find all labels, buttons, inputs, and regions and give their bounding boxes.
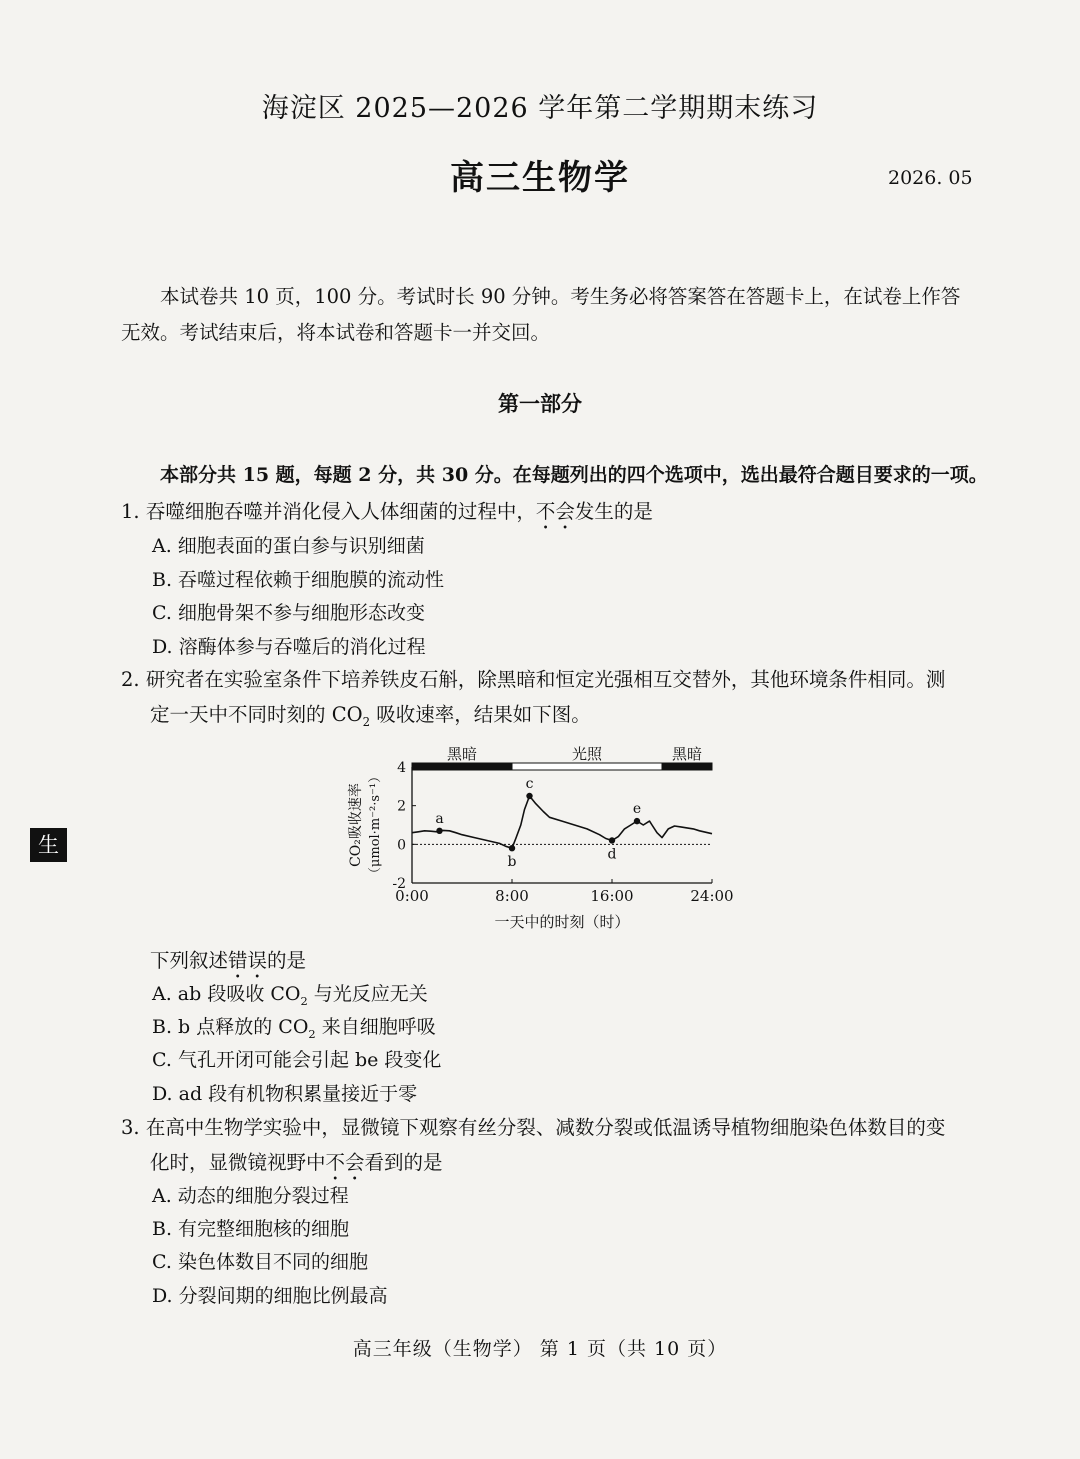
q3-option-b: B. 有完整细胞核的细胞	[152, 1218, 350, 1240]
question-number: 2.	[121, 668, 140, 691]
point-b	[509, 845, 515, 851]
q1-option-b: B. 吞噬过程依赖于细胞膜的流动性	[152, 569, 445, 591]
point-label-b: b	[507, 854, 517, 871]
stem-text: 的是	[267, 949, 307, 972]
subscript: 2	[308, 1026, 316, 1041]
q2-option-d	[152, 1079, 417, 1106]
x-tick-label-2: 16:00	[590, 887, 634, 905]
stem-text: 在高中生物学实验中，显微镜下观察有丝分裂、减数分裂或低温诱导植物细胞染色体数目的变	[145, 1116, 946, 1139]
option-text: 与光反应无关	[307, 983, 428, 1005]
question-2-prompt	[150, 945, 306, 983]
intro-line-2: 无效。考试结束后，将本试卷和答题卡一并交回。	[121, 321, 551, 344]
period-bar-0	[412, 763, 512, 770]
emphasis-text: 错误	[228, 949, 268, 972]
period-bar-2	[662, 763, 712, 770]
question-1-stem	[121, 496, 653, 534]
q1-option-c: C. 细胞骨架不参与细胞形态改变	[152, 602, 425, 624]
period-label-1: 光照	[571, 745, 603, 763]
x-tick-label-1: 8:00	[495, 887, 529, 905]
question-3-stem-line-2	[150, 1147, 443, 1185]
y-tick-label-0: 4	[397, 760, 406, 776]
point-label-a: a	[435, 810, 444, 827]
emphasis-text: 不会	[325, 1151, 365, 1174]
stem-text: 化时，显微镜视野中	[150, 1151, 326, 1174]
stem-text: 吸收速率，结果如下图。	[370, 703, 591, 726]
option-text: 来自细胞呼吸	[315, 1016, 436, 1038]
stem-text: 研究者在实验室条件下培养铁皮石斛，除黑暗和恒定光强相互交替外，其他环境条件相同。测	[145, 668, 946, 691]
period-bar-1	[512, 763, 662, 770]
emphasis-text: 不会	[535, 500, 575, 523]
q1-option-a: A. 细胞表面的蛋白参与识别细菌	[152, 535, 425, 557]
exam-date: 2026. 05	[888, 167, 973, 189]
q3-option-a: A. 动态的细胞分裂过程	[152, 1185, 349, 1207]
y-axis-label: CO₂吸收速率	[348, 783, 364, 867]
question-2-stem-line-2	[150, 699, 591, 729]
y-tick-label-3: -2	[392, 876, 406, 892]
period-label-2: 黑暗	[671, 745, 703, 763]
point-e	[634, 818, 640, 824]
stem-text: 发生的是	[574, 500, 653, 523]
co2-uptake-chart	[330, 740, 750, 940]
stem-text: 下列叙述	[150, 949, 229, 972]
exam-title: 海淀区 2025—2026 学年第二学期期末练习	[261, 93, 819, 124]
point-label-e: e	[632, 801, 642, 818]
subscript: 2	[300, 993, 308, 1008]
y-tick-label-2: 0	[397, 837, 406, 854]
exam-subject: 高三生物学	[450, 158, 630, 198]
stem-text: 吞噬细胞吞噬并消化侵入人体细菌的过程中，	[145, 500, 536, 523]
point-c	[526, 793, 532, 799]
q1-option-d: D. 溶酶体参与吞噬后的消化过程	[152, 636, 426, 658]
question-number: 3.	[121, 1116, 140, 1139]
section-title: 第一部分	[498, 391, 582, 416]
option-text: D. ad 段有机物积累量接近于零	[152, 1083, 418, 1105]
question-2-stem-line-1	[121, 664, 945, 692]
subscript: 2	[362, 714, 371, 729]
subject-side-tab: 生	[30, 828, 67, 862]
q3-option-d: D. 分裂间期的细胞比例最高	[152, 1285, 388, 1307]
option-text: A. ab 段吸收 CO	[152, 983, 301, 1005]
q2-option-c	[152, 1045, 441, 1072]
page-footer: 高三年级（生物学） 第 1 页（共 10 页）	[352, 1338, 728, 1360]
option-text: B. b 点释放的 CO	[152, 1016, 309, 1038]
point-label-d: d	[607, 846, 617, 863]
stem-text: 定一天中不同时刻的 CO	[150, 703, 363, 726]
y-axis-unit: （μmol·m⁻²·s⁻¹）	[368, 769, 383, 881]
series-line-0	[412, 796, 712, 848]
q2-option-b	[152, 1012, 436, 1041]
y-tick-label-1: 2	[397, 798, 406, 815]
x-tick-label-0: 0:00	[395, 887, 429, 905]
q3-option-c: C. 染色体数目不同的细胞	[152, 1251, 368, 1273]
section-lead: 本部分共 15 题，每题 2 分，共 30 分。在每题列出的四个选项中，选出最符合题目要求的一项。	[160, 464, 988, 486]
intro-line-1: 本试卷共 10 页，100 分。考试时长 90 分钟。考生务必将答案答在答题卡上，在试卷上作答	[160, 285, 961, 308]
point-d	[609, 837, 615, 843]
point-a	[436, 828, 442, 834]
question-3-stem-line-1	[121, 1112, 945, 1140]
stem-text: 看到的是	[364, 1151, 443, 1174]
q2-option-a	[152, 979, 428, 1008]
x-tick-label-3: 24:00	[690, 887, 734, 905]
option-text: C. 气孔开闭可能会引起 be 段变化	[152, 1049, 442, 1071]
x-axis-label: 一天中的时刻（时）	[494, 913, 630, 931]
point-label-c: c	[525, 776, 534, 792]
period-label-0: 黑暗	[446, 745, 478, 763]
question-number: 1.	[121, 500, 140, 523]
